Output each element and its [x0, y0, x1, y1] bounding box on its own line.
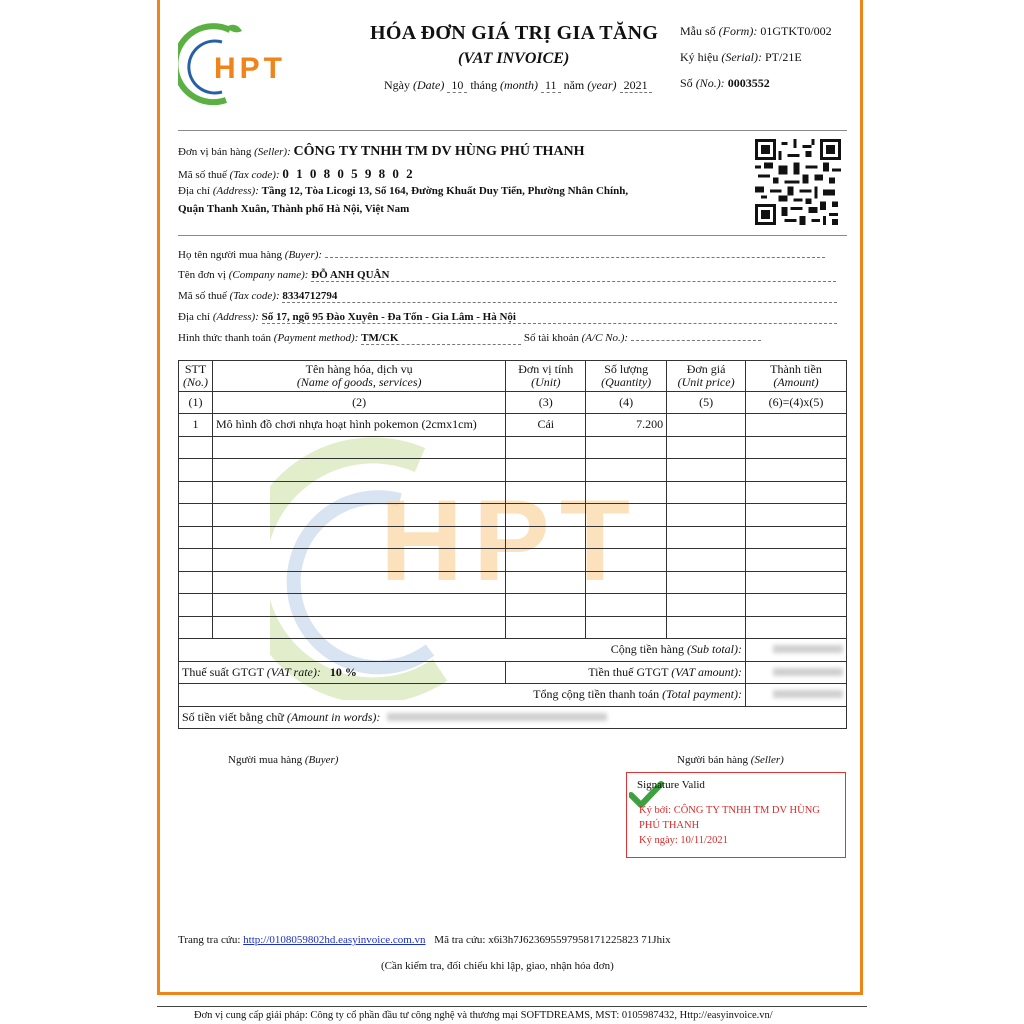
- invoice-title: HÓA ĐƠN GIÁ TRỊ GIA TĂNG: [370, 22, 659, 44]
- buyer-tax-row: Mã số thuế (Tax code): 8334712794: [178, 290, 847, 303]
- col-header: Thành tiền (Amount): [746, 361, 847, 392]
- seller-signature-label: Người bán hàng (Seller): [677, 754, 784, 766]
- hpt-logo: [178, 22, 343, 107]
- items-table: [178, 360, 847, 729]
- col-header: STT (No.): [179, 361, 213, 392]
- signed-date: Ký ngày: 10/11/2021: [639, 835, 728, 846]
- total-row: Tổng cộng tiền thanh toán (Total payment):: [179, 684, 847, 707]
- buyer-name-row: Họ tên người mua hàng (Buyer):: [178, 249, 847, 261]
- table-row: [179, 549, 847, 572]
- signed-by: Ký bởi: CÔNG TY TNHH TM DV HÙNG: [639, 805, 820, 816]
- amount-in-words-row: Số tiền viết bằng chữ (Amount in words):: [179, 706, 847, 729]
- logo-text: HPT: [214, 52, 286, 85]
- footer-divider: [157, 1006, 867, 1007]
- lookup-link[interactable]: http://0108059802hd.easyinvoice.com.vn: [243, 934, 426, 946]
- buyer-company-row: Tên đơn vị (Company name): ĐỖ ANH QUÂN: [178, 269, 847, 282]
- digital-signature-box: [626, 772, 846, 858]
- table-row: [179, 504, 847, 527]
- buyer-address-row: Địa chỉ (Address): Số 17, ngõ 95 Đào Xuyên - Đa Tốn - Gia Lâm - Hà Nội: [178, 311, 847, 324]
- svg-text:HPT: HPT: [380, 477, 640, 605]
- seller-address-line2: Quận Thanh Xuân, Thành phố Hà Nội, Việt Nam: [178, 203, 410, 215]
- seller-tax-code: Mã số thuế (Tax code): 0 1 0 8 0 5 9 8 0 2: [178, 166, 415, 181]
- lookup-row: Trang tra cứu: http://0108059802hd.easyinvoice.com.vn Mã tra cứu: x6i3h7J623695597958171225823 71Jhix: [178, 934, 671, 946]
- divider: [178, 130, 847, 131]
- serial-number: Ký hiệu (Serial): PT/21E: [680, 50, 802, 64]
- form-number: Mẫu số (Form): 01GTKT0/002: [680, 24, 832, 38]
- table-row: [179, 436, 847, 459]
- seller-address: Địa chỉ (Address): Tầng 12, Tòa Licogi 13, Số 164, Đường Khuất Duy Tiến, Phường Nhân Chính,: [178, 185, 629, 197]
- divider: [178, 235, 847, 236]
- col-header: Đơn giá (Unit price): [667, 361, 746, 392]
- qr-code: [755, 139, 841, 225]
- col-header: Tên hàng hóa, dịch vụ (Name of goods, services): [212, 361, 505, 392]
- subtotal-row: Cộng tiền hàng (Sub total):: [179, 639, 847, 662]
- table-row: [179, 481, 847, 504]
- table-row: [179, 459, 847, 482]
- table-header-row: [179, 361, 847, 392]
- table-row: 1 Mô hình đồ chơi nhựa hoạt hình pokemon (2cmx1cm) Cái 7.200: [179, 414, 847, 437]
- payment-row: Hình thức thanh toán (Payment method): TM/CK Số tài khoản (A/C No.):: [178, 332, 761, 345]
- signed-by-line2: PHÚ THANH: [639, 820, 700, 831]
- table-row: [179, 616, 847, 639]
- table-row: [179, 571, 847, 594]
- column-number-row: (1) (2) (3) (4) (5) (6)=(4)x(5): [179, 392, 847, 414]
- table-row: [179, 594, 847, 617]
- verification-note: (Cần kiểm tra, đối chiếu khi lập, giao, nhận hóa đơn): [381, 960, 614, 972]
- col-header: Đơn vị tính (Unit): [506, 361, 586, 392]
- seller-name: Đơn vị bán hàng (Seller): CÔNG TY TNHH TM DV HÙNG PHÚ THANH: [178, 144, 585, 159]
- signature-valid-text: Signature Valid: [637, 779, 705, 791]
- invoice-date: Ngày (Date) 10 tháng (month) 11 năm (year) 2021: [384, 78, 652, 93]
- vat-row: Thuế suất GTGT (VAT rate): 10 % Tiền thuế GTGT (VAT amount):: [179, 661, 847, 684]
- invoice-number: Số (No.): 0003552: [680, 76, 770, 90]
- col-header: Số lượng (Quantity): [586, 361, 667, 392]
- invoice-subtitle: (VAT INVOICE): [458, 50, 570, 67]
- buyer-signature-label: Người mua hàng (Buyer): [228, 754, 339, 766]
- provider-info: Đơn vị cung cấp giải pháp: Công ty cổ phần đầu tư công nghệ và thương mại SOFTDREAMS, MST: 0105987432, Http://easyinvoice.vn/: [194, 1010, 773, 1021]
- table-row: [179, 526, 847, 549]
